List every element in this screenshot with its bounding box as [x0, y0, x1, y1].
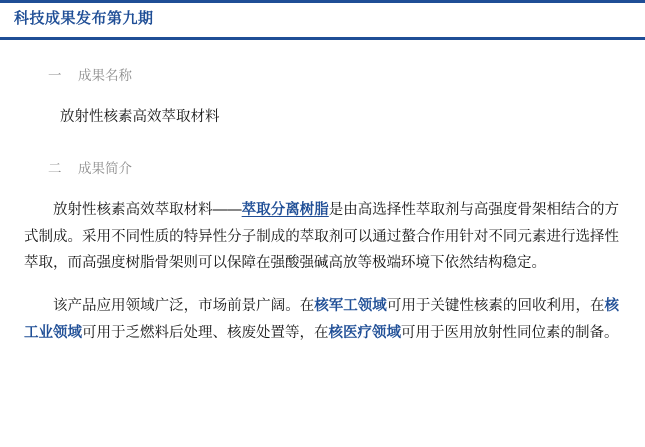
text-segment: 可用于关键性核素的回收利用，在	[386, 298, 605, 315]
result-name-value: 放射性核素高效萃取材料	[60, 108, 220, 125]
text-segment: 该产品应用领域广泛，市场前景广阔。在	[53, 298, 315, 315]
section-heading-intro	[24, 161, 621, 177]
section-label: 成果名称	[78, 67, 132, 83]
spacer	[24, 40, 621, 68]
keyword-extraction-resin: 萃取分离树脂	[241, 201, 329, 218]
page-title: 科技成果发布第九期	[14, 10, 154, 27]
section-label: 成果简介	[78, 160, 132, 176]
text-segment: 是由高选择性萃取剂与高强度骨架相结合的方式制成。采用不同性质的特异性分子制成的萃取剂可以通过螯合作用针对不同元素进行选择性萃取，而高强度树脂骨架则可以保障在强酸强碱高放等极端环境下依然结构稳定。	[24, 201, 620, 272]
keyword-nuclear-medicine: 核医疗领域	[328, 324, 401, 341]
keyword-military-nuclear: 核军工领域	[314, 298, 387, 315]
keyword-nuclear-industry: 核工业领域	[24, 298, 620, 341]
text-segment: 放射性核素高效萃取材料——	[53, 201, 242, 218]
spacer	[24, 84, 621, 108]
section-number: 一	[48, 67, 62, 83]
paragraph-intro-1	[24, 197, 621, 277]
paragraph-intro-2	[24, 293, 621, 347]
document-body	[0, 40, 645, 347]
spacer	[24, 277, 621, 293]
spacer	[24, 177, 621, 197]
spacer	[24, 127, 621, 161]
text-segment: 可用于医用放射性同位素的制备。	[401, 324, 619, 341]
text-segment: 可用于乏燃料后处理、核废处置等，在	[82, 324, 329, 341]
document-header	[0, 0, 645, 40]
section-heading-name	[24, 68, 621, 84]
section-number: 二	[48, 160, 62, 176]
